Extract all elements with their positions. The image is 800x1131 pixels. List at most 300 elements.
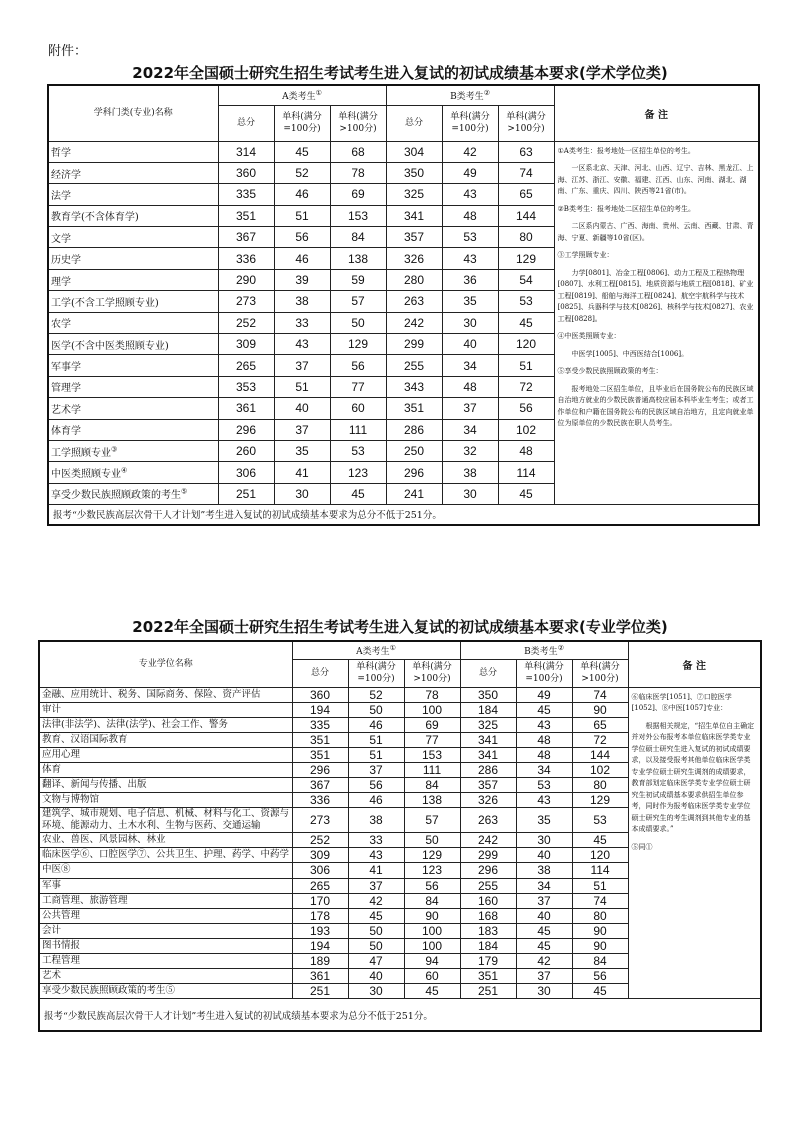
table-row xyxy=(39,687,761,702)
row-name: 翻译、新闻与传播、出版 xyxy=(39,778,292,793)
cell-a-total: 251 xyxy=(218,483,274,504)
row-name: 文物与博物馆 xyxy=(39,793,292,808)
cell-a-total: 260 xyxy=(218,440,274,461)
row-name: 军事 xyxy=(39,878,292,893)
cell-b-single100: 40 xyxy=(516,848,572,863)
cell-a-single-gt100: 77 xyxy=(330,376,386,397)
row-name: 教育、汉语国际教育 xyxy=(39,732,292,747)
table1-footer: 报考“少数民族高层次骨干人才计划”考生进入复试的初试成绩基本要求为总分不低于251分。 xyxy=(48,505,759,525)
cell-a-single-gt100: 138 xyxy=(330,248,386,269)
cell-a-single100: 45 xyxy=(348,908,404,923)
row-name: 享受少数民族照顾政策的考生⑤ xyxy=(48,483,218,504)
cell-a-single-gt100: 53 xyxy=(330,440,386,461)
cell-a-total: 351 xyxy=(218,205,274,226)
column-header-name: 学科门类(专业)名称 xyxy=(48,85,218,141)
cell-a-single-gt100: 56 xyxy=(404,878,460,893)
cell-b-single-gt100: 51 xyxy=(498,355,554,376)
cell-b-total: 184 xyxy=(460,702,516,717)
cell-a-single100: 46 xyxy=(348,793,404,808)
row-name: 历史学 xyxy=(48,248,218,269)
column-header-total: 总分 xyxy=(460,659,516,687)
cell-b-total: 280 xyxy=(386,269,442,290)
row-name: 会计 xyxy=(39,923,292,938)
cell-a-single-gt100: 153 xyxy=(404,747,460,762)
note-paragraph: ④中医类照顾专业： xyxy=(557,332,621,340)
cell-b-single100: 34 xyxy=(442,419,498,440)
cell-b-single100: 34 xyxy=(516,762,572,777)
cell-b-single100: 36 xyxy=(442,269,498,290)
cell-b-total: 326 xyxy=(386,248,442,269)
row-name: 金融、应用统计、税务、国际商务、保险、资产评估 xyxy=(39,687,292,702)
row-name: 理学 xyxy=(48,269,218,290)
cell-a-single-gt100: 57 xyxy=(330,291,386,312)
cell-b-total: 263 xyxy=(386,291,442,312)
cell-b-single100: 32 xyxy=(442,440,498,461)
cell-b-total: 263 xyxy=(460,808,516,833)
cell-b-total: 168 xyxy=(460,908,516,923)
column-header-single-gt100: 单科(满分>100分) xyxy=(404,659,460,687)
cell-b-single-gt100: 144 xyxy=(572,747,628,762)
row-name: 工学照顾专业③ xyxy=(48,440,218,461)
column-header-total: 总分 xyxy=(386,105,442,141)
cell-b-single-gt100: 120 xyxy=(498,334,554,355)
footnote-marker: ④ xyxy=(121,466,128,475)
cell-a-total: 335 xyxy=(218,184,274,205)
cell-a-single-gt100: 90 xyxy=(404,908,460,923)
cell-b-total: 179 xyxy=(460,954,516,969)
cell-a-single100: 51 xyxy=(348,732,404,747)
row-name: 哲学 xyxy=(48,141,218,162)
cell-a-total: 265 xyxy=(292,878,348,893)
row-name: 体育学 xyxy=(48,419,218,440)
cell-b-single-gt100: 54 xyxy=(498,269,554,290)
note-paragraph: ⑤同① xyxy=(631,842,653,851)
cell-a-single-gt100: 100 xyxy=(404,938,460,953)
cell-a-single-gt100: 56 xyxy=(330,355,386,376)
column-header-single100: 单科(满分=100分) xyxy=(516,659,572,687)
cell-a-single-gt100: 84 xyxy=(330,227,386,248)
cell-b-single-gt100: 90 xyxy=(572,938,628,953)
cell-b-total: 357 xyxy=(460,778,516,793)
note-paragraph: 力学[0801]、冶金工程[0806]、动力工程及工程热物理[0807]、水利工程[0815]、地质资源与地质工程[0818]、矿业工程[0819]、船舶与海洋工程[0824]、航空宇航科学与技术[0825]、兵器科学与技术[0826]、核科学与技术[0827]、农业工程[0828]。 xyxy=(557,268,754,323)
cell-a-single100: 39 xyxy=(274,269,330,290)
cell-b-total: 299 xyxy=(460,848,516,863)
cell-b-single-gt100: 84 xyxy=(572,954,628,969)
row-name: 医学(不含中医类照顾专业) xyxy=(48,334,218,355)
cell-b-single100: 37 xyxy=(442,398,498,419)
cell-a-single100: 43 xyxy=(348,848,404,863)
cell-b-single-gt100: 90 xyxy=(572,702,628,717)
column-header-total: 总分 xyxy=(218,105,274,141)
cell-b-total: 350 xyxy=(386,162,442,183)
note-paragraph: 中医学[1005]、中西医结合[1006]。 xyxy=(571,349,689,358)
cell-a-single100: 37 xyxy=(274,419,330,440)
cell-b-single100: 34 xyxy=(442,355,498,376)
cell-a-total: 336 xyxy=(218,248,274,269)
cell-a-total: 335 xyxy=(292,717,348,732)
cell-b-total: 241 xyxy=(386,483,442,504)
cell-a-single100: 50 xyxy=(348,938,404,953)
column-header-total: 总分 xyxy=(292,659,348,687)
cell-b-single-gt100: 90 xyxy=(572,923,628,938)
cell-b-single-gt100: 129 xyxy=(572,793,628,808)
cell-a-total: 265 xyxy=(218,355,274,376)
cell-a-single-gt100: 111 xyxy=(404,762,460,777)
row-name: 农业、兽医、风景园林、林业 xyxy=(39,833,292,848)
cell-b-single-gt100: 53 xyxy=(572,808,628,833)
cell-a-single-gt100: 84 xyxy=(404,893,460,908)
cell-a-total: 273 xyxy=(292,808,348,833)
cell-a-total: 353 xyxy=(218,376,274,397)
cell-b-single-gt100: 65 xyxy=(572,717,628,732)
cell-a-single-gt100: 100 xyxy=(404,702,460,717)
footnote-marker: ③ xyxy=(111,445,118,454)
cell-a-total: 178 xyxy=(292,908,348,923)
cell-b-total: 183 xyxy=(460,923,516,938)
cell-b-single100: 42 xyxy=(442,141,498,162)
note-paragraph: 一区系北京、天津、河北、山西、辽宁、吉林、黑龙江、上海、江苏、浙江、安徽、福建、江西、山东、河南、湖北、湖南、广东、重庆、四川、陕西等21省(市)。 xyxy=(557,164,754,195)
cell-b-single-gt100: 120 xyxy=(572,848,628,863)
cell-a-single100: 52 xyxy=(348,687,404,702)
cell-b-total: 296 xyxy=(460,863,516,878)
cell-b-single-gt100: 74 xyxy=(498,162,554,183)
table2-footer: 报考“少数民族高层次骨干人才计划”考生进入复试的初试成绩基本要求为总分不低于251分。 xyxy=(39,999,761,1031)
row-name: 图书情报 xyxy=(39,938,292,953)
cell-a-total: 252 xyxy=(292,833,348,848)
cell-a-single-gt100: 153 xyxy=(330,205,386,226)
row-name: 中医类照顾专业④ xyxy=(48,462,218,483)
cell-a-single-gt100: 111 xyxy=(330,419,386,440)
cell-b-total: 341 xyxy=(386,205,442,226)
column-header-name: 专业学位名称 xyxy=(39,641,292,687)
cell-b-total: 250 xyxy=(386,440,442,461)
cell-a-single100: 47 xyxy=(348,954,404,969)
cell-b-single-gt100: 74 xyxy=(572,687,628,702)
column-header-single100: 单科(满分=100分) xyxy=(348,659,404,687)
cell-b-total: 255 xyxy=(460,878,516,893)
note-paragraph: ⑤享受少数民族照顾政策的考生： xyxy=(557,367,663,375)
cell-a-single100: 33 xyxy=(274,312,330,333)
cell-b-single100: 49 xyxy=(442,162,498,183)
cell-a-total: 306 xyxy=(218,462,274,483)
cell-b-total: 286 xyxy=(386,419,442,440)
cell-b-single-gt100: 74 xyxy=(572,893,628,908)
cell-b-single-gt100: 114 xyxy=(498,462,554,483)
cell-a-single100: 37 xyxy=(348,878,404,893)
cell-a-total: 360 xyxy=(218,162,274,183)
cell-b-single100: 43 xyxy=(442,248,498,269)
cell-a-total: 251 xyxy=(292,984,348,999)
notes-cell xyxy=(554,141,759,505)
column-header-single-gt100: 单科(满分>100分) xyxy=(330,105,386,141)
cell-b-single-gt100: 65 xyxy=(498,184,554,205)
row-name: 经济学 xyxy=(48,162,218,183)
cell-b-single100: 53 xyxy=(516,778,572,793)
note-paragraph: ③工学照顾专业： xyxy=(557,251,614,259)
cell-b-single100: 49 xyxy=(516,687,572,702)
cell-a-single-gt100: 50 xyxy=(330,312,386,333)
cell-a-single-gt100: 50 xyxy=(404,833,460,848)
cell-b-single-gt100: 114 xyxy=(572,863,628,878)
cell-a-single100: 33 xyxy=(348,833,404,848)
cell-a-single100: 40 xyxy=(348,969,404,984)
cell-b-single100: 30 xyxy=(442,312,498,333)
column-header-notes: 备 注 xyxy=(554,85,759,141)
cell-a-single-gt100: 60 xyxy=(404,969,460,984)
cell-b-total: 325 xyxy=(460,717,516,732)
academic-degree-table xyxy=(47,84,760,526)
cell-a-single-gt100: 129 xyxy=(404,848,460,863)
cell-b-single100: 30 xyxy=(442,483,498,504)
column-header-single100: 单科(满分=100分) xyxy=(274,105,330,141)
cell-a-total: 351 xyxy=(292,747,348,762)
cell-a-single100: 42 xyxy=(348,893,404,908)
cell-b-single-gt100: 48 xyxy=(498,440,554,461)
cell-b-single100: 48 xyxy=(516,732,572,747)
cell-a-single100: 46 xyxy=(348,717,404,732)
cell-a-single-gt100: 69 xyxy=(330,184,386,205)
group-header-b: B类考生② xyxy=(386,85,554,105)
cell-a-single100: 35 xyxy=(274,440,330,461)
cell-a-total: 296 xyxy=(218,419,274,440)
cell-a-total: 309 xyxy=(292,848,348,863)
cell-a-total: 189 xyxy=(292,954,348,969)
cell-a-total: 194 xyxy=(292,938,348,953)
cell-b-total: 255 xyxy=(386,355,442,376)
cell-b-single100: 30 xyxy=(516,984,572,999)
table-row xyxy=(48,141,759,162)
table1-title: 2022年全国硕士研究生招生考试考生进入复试的初试成绩基本要求(学术学位类) xyxy=(132,64,668,82)
cell-a-single-gt100: 59 xyxy=(330,269,386,290)
cell-b-total: 296 xyxy=(386,462,442,483)
cell-a-single-gt100: 123 xyxy=(404,863,460,878)
cell-b-single-gt100: 53 xyxy=(498,291,554,312)
cell-b-single100: 37 xyxy=(516,893,572,908)
cell-b-single100: 43 xyxy=(516,793,572,808)
cell-a-single100: 37 xyxy=(348,762,404,777)
column-header-single-gt100: 单科(满分>100分) xyxy=(572,659,628,687)
row-name: 审计 xyxy=(39,702,292,717)
row-name: 应用心理 xyxy=(39,747,292,762)
cell-a-total: 290 xyxy=(218,269,274,290)
cell-b-single-gt100: 80 xyxy=(498,227,554,248)
cell-b-total: 326 xyxy=(460,793,516,808)
cell-b-single-gt100: 63 xyxy=(498,141,554,162)
cell-a-single100: 41 xyxy=(274,462,330,483)
cell-a-single100: 51 xyxy=(274,376,330,397)
cell-a-total: 194 xyxy=(292,702,348,717)
cell-b-single100: 48 xyxy=(442,205,498,226)
cell-a-single-gt100: 78 xyxy=(330,162,386,183)
row-name: 工程管理 xyxy=(39,954,292,969)
cell-b-total: 160 xyxy=(460,893,516,908)
cell-a-total: 306 xyxy=(292,863,348,878)
cell-b-single-gt100: 56 xyxy=(572,969,628,984)
cell-b-single100: 40 xyxy=(516,908,572,923)
column-header-single-gt100: 单科(满分>100分) xyxy=(498,105,554,141)
cell-b-total: 286 xyxy=(460,762,516,777)
cell-b-total: 357 xyxy=(386,227,442,248)
cell-a-single100: 56 xyxy=(274,227,330,248)
cell-a-single100: 37 xyxy=(274,355,330,376)
cell-b-single-gt100: 129 xyxy=(498,248,554,269)
cell-a-total: 361 xyxy=(218,398,274,419)
cell-b-single-gt100: 144 xyxy=(498,205,554,226)
cell-a-total: 367 xyxy=(292,778,348,793)
cell-a-single100: 38 xyxy=(274,291,330,312)
cell-a-total: 360 xyxy=(292,687,348,702)
cell-b-total: 242 xyxy=(460,833,516,848)
group-header-b: B类考生② xyxy=(460,641,628,659)
cell-b-single-gt100: 45 xyxy=(572,984,628,999)
row-name: 工商管理、旅游管理 xyxy=(39,893,292,908)
cell-a-single100: 46 xyxy=(274,248,330,269)
notes-cell xyxy=(628,687,761,999)
table2-title: 2022年全国硕士研究生招生考试考生进入复试的初试成绩基本要求(专业学位类) xyxy=(132,618,668,636)
cell-a-single-gt100: 78 xyxy=(404,687,460,702)
cell-b-total: 242 xyxy=(386,312,442,333)
cell-a-total: 193 xyxy=(292,923,348,938)
cell-b-single100: 34 xyxy=(516,878,572,893)
cell-a-total: 367 xyxy=(218,227,274,248)
cell-a-single-gt100: 129 xyxy=(330,334,386,355)
cell-b-single100: 38 xyxy=(516,863,572,878)
cell-a-single-gt100: 123 xyxy=(330,462,386,483)
cell-b-single100: 35 xyxy=(516,808,572,833)
cell-a-single-gt100: 100 xyxy=(404,923,460,938)
cell-b-single-gt100: 56 xyxy=(498,398,554,419)
cell-b-single100: 45 xyxy=(516,702,572,717)
row-name: 艺术学 xyxy=(48,398,218,419)
cell-a-single-gt100: 138 xyxy=(404,793,460,808)
cell-b-total: 351 xyxy=(460,969,516,984)
cell-a-single100: 50 xyxy=(348,923,404,938)
cell-b-single100: 48 xyxy=(516,747,572,762)
cell-b-single-gt100: 72 xyxy=(572,732,628,747)
cell-a-single-gt100: 45 xyxy=(404,984,460,999)
row-name: 享受少数民族照顾政策的考生⑤ xyxy=(39,984,292,999)
row-name: 文学 xyxy=(48,227,218,248)
cell-a-single-gt100: 60 xyxy=(330,398,386,419)
cell-a-single100: 43 xyxy=(274,334,330,355)
cell-b-single-gt100: 80 xyxy=(572,778,628,793)
cell-b-single-gt100: 102 xyxy=(498,419,554,440)
professional-degree-table xyxy=(38,640,762,1032)
cell-b-single100: 35 xyxy=(442,291,498,312)
footnote-marker: ⑤ xyxy=(181,488,188,497)
row-name: 艺术 xyxy=(39,969,292,984)
cell-b-total: 343 xyxy=(386,376,442,397)
cell-b-single100: 30 xyxy=(516,833,572,848)
cell-b-total: 251 xyxy=(460,984,516,999)
note-paragraph: ①A类考生：报考地处一区招生单位的考生。 xyxy=(557,146,695,155)
cell-a-single100: 41 xyxy=(348,863,404,878)
cell-a-total: 351 xyxy=(292,732,348,747)
cell-b-total: 350 xyxy=(460,687,516,702)
cell-a-single100: 38 xyxy=(348,808,404,833)
cell-b-single-gt100: 102 xyxy=(572,762,628,777)
cell-b-single-gt100: 45 xyxy=(572,833,628,848)
cell-b-total: 304 xyxy=(386,141,442,162)
cell-a-single100: 40 xyxy=(274,398,330,419)
cell-b-single100: 38 xyxy=(442,462,498,483)
cell-b-single100: 45 xyxy=(516,938,572,953)
row-name: 法学 xyxy=(48,184,218,205)
note-paragraph: 二区系内蒙古、广西、海南、贵州、云南、西藏、甘肃、青海、宁夏、新疆等10省(区)。 xyxy=(557,222,754,242)
cell-a-single-gt100: 94 xyxy=(404,954,460,969)
cell-a-single100: 46 xyxy=(274,184,330,205)
cell-b-total: 341 xyxy=(460,732,516,747)
note-paragraph: 根据相关规定，“招生单位自主确定并对外公布报考本单位临床医学类专业学位硕士研究生进入复试的初试成绩要求，以及接受报考其他单位临床医学类专业学位硕士研究生调剂的成绩要求，教育部划定临床医学类专业学位硕士研究生初试成绩基本要求供招生单位参考，同时作为报考临床医学类专业学位硕士研究生的考生调剂到其他专业的基本成绩要求。” xyxy=(631,721,755,833)
cell-a-single-gt100: 77 xyxy=(404,732,460,747)
cell-b-single-gt100: 80 xyxy=(572,908,628,923)
attachment-label: 附件： xyxy=(48,44,88,59)
note-paragraph: 报考地处二区招生单位，且毕业后在国务院公布的民族区域自治地方就业的少数民族普通高校应届本科毕业生考生；或者工作单位和户籍在国务院公布的民族区域自治地方，且定向就业单位为原单位的少数民族在职人员考生。 xyxy=(557,384,754,427)
cell-b-total: 351 xyxy=(386,398,442,419)
cell-b-total: 184 xyxy=(460,938,516,953)
cell-a-total: 273 xyxy=(218,291,274,312)
cell-a-single-gt100: 45 xyxy=(330,483,386,504)
cell-b-total: 325 xyxy=(386,184,442,205)
row-name: 农学 xyxy=(48,312,218,333)
row-name: 军事学 xyxy=(48,355,218,376)
cell-a-total: 336 xyxy=(292,793,348,808)
cell-b-single-gt100: 45 xyxy=(498,312,554,333)
cell-b-single-gt100: 72 xyxy=(498,376,554,397)
cell-a-single-gt100: 69 xyxy=(404,717,460,732)
cell-b-single100: 40 xyxy=(442,334,498,355)
cell-a-total: 309 xyxy=(218,334,274,355)
column-header-notes: 备 注 xyxy=(628,641,761,687)
cell-a-single100: 52 xyxy=(274,162,330,183)
cell-b-single-gt100: 45 xyxy=(498,483,554,504)
cell-b-total: 341 xyxy=(460,747,516,762)
cell-a-single-gt100: 68 xyxy=(330,141,386,162)
cell-b-single100: 48 xyxy=(442,376,498,397)
cell-a-single100: 51 xyxy=(274,205,330,226)
column-header-single100: 单科(满分=100分) xyxy=(442,105,498,141)
cell-b-single-gt100: 51 xyxy=(572,878,628,893)
cell-b-single100: 53 xyxy=(442,227,498,248)
cell-b-single100: 42 xyxy=(516,954,572,969)
cell-a-total: 361 xyxy=(292,969,348,984)
cell-a-single100: 30 xyxy=(274,483,330,504)
cell-a-single-gt100: 84 xyxy=(404,778,460,793)
cell-b-single100: 45 xyxy=(516,923,572,938)
cell-b-single100: 43 xyxy=(516,717,572,732)
row-name: 管理学 xyxy=(48,376,218,397)
cell-a-total: 314 xyxy=(218,141,274,162)
row-name: 法律(非法学)、法律(法学)、社会工作、警务 xyxy=(39,717,292,732)
cell-b-single100: 43 xyxy=(442,184,498,205)
row-name: 临床医学⑥、口腔医学⑦、公共卫生、护理、药学、中药学 xyxy=(39,848,292,863)
row-name: 工学(不含工学照顾专业) xyxy=(48,291,218,312)
row-name: 教育学(不含体育学) xyxy=(48,205,218,226)
cell-a-single100: 30 xyxy=(348,984,404,999)
group-header-a: A类考生① xyxy=(292,641,460,659)
row-name: 体育 xyxy=(39,762,292,777)
cell-b-total: 299 xyxy=(386,334,442,355)
cell-a-single-gt100: 57 xyxy=(404,808,460,833)
cell-a-single100: 56 xyxy=(348,778,404,793)
group-header-a: A类考生① xyxy=(218,85,386,105)
row-name: 建筑学、城市规划、电子信息、机械、材料与化工、资源与环境、能源动力、土木水利、生物与医药、交通运输 xyxy=(39,808,292,833)
note-paragraph: ②B类考生：报考地处二区招生单位的考生。 xyxy=(557,204,695,213)
cell-b-single100: 37 xyxy=(516,969,572,984)
cell-a-single100: 50 xyxy=(348,702,404,717)
row-name: 中医⑧ xyxy=(39,863,292,878)
cell-a-total: 252 xyxy=(218,312,274,333)
